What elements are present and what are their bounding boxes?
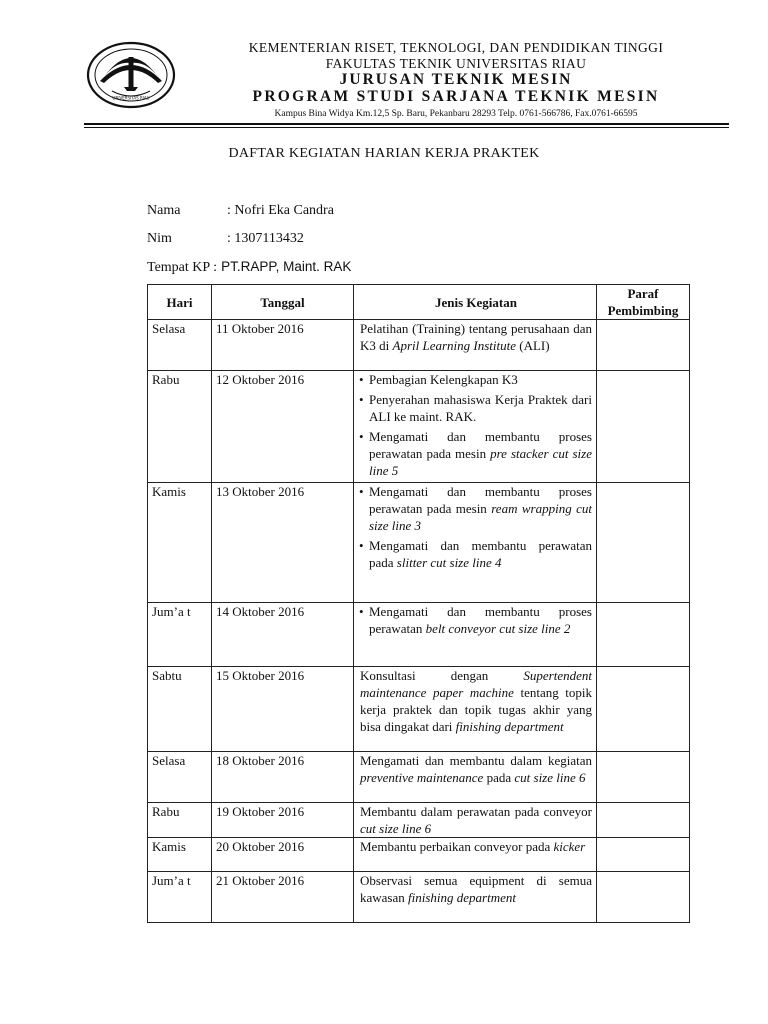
nama-label: Nama xyxy=(147,203,181,218)
cell-tanggal: 18 Oktober 2016 xyxy=(212,752,354,803)
list-item xyxy=(360,428,592,479)
table-row xyxy=(148,838,690,872)
header-paraf: Paraf Pembimbing xyxy=(597,285,690,320)
cell-hari: Selasa xyxy=(148,320,212,371)
jenis-italic: kicker xyxy=(553,839,586,854)
jenis-text: Pelatihan (Training) tentang perusahaan dan K3 di xyxy=(360,321,592,353)
cell-tanggal: 19 Oktober 2016 xyxy=(212,803,354,838)
jenis-text: Membantu dalam perawatan pada conveyor xyxy=(360,804,592,819)
jenis-text: (ALI) xyxy=(516,338,550,353)
cell-jenis xyxy=(354,371,597,483)
item-text: Mengamati dan membantu proses perawatan xyxy=(369,604,592,636)
item-italic: pre stacker cut size line 5 xyxy=(369,446,592,478)
ministry-name: KEMENTERIAN RISET, TEKNOLOGI, DAN PENDIDIKAN TINGGI xyxy=(248,40,664,55)
table-header-row xyxy=(148,285,690,320)
faculty-name: FAKULTAS TEKNIK UNIVERSITAS RIAU xyxy=(325,56,587,71)
cell-paraf xyxy=(597,872,690,923)
header-rule-thick xyxy=(84,123,729,125)
cell-tanggal: 20 Oktober 2016 xyxy=(212,838,354,872)
cell-jenis xyxy=(354,603,597,667)
activity-table xyxy=(147,284,690,923)
cell-hari: Selasa xyxy=(148,752,212,803)
letterhead xyxy=(180,40,732,121)
info-nama xyxy=(147,202,334,220)
jenis-italic: preventive maintenance xyxy=(360,770,484,785)
jenis-italic: cut size line 6 xyxy=(514,770,586,785)
cell-tanggal: 21 Oktober 2016 xyxy=(212,872,354,923)
jenis-italic: April Learning Institute xyxy=(392,338,516,353)
header-tanggal: Tanggal xyxy=(212,285,354,320)
list-item xyxy=(360,371,592,388)
jenis-italic: Supertendent maintenance paper machine xyxy=(360,668,592,700)
cell-paraf xyxy=(597,483,690,603)
activity-list xyxy=(360,603,592,637)
table-row xyxy=(148,667,690,752)
cell-jenis xyxy=(354,872,597,923)
table-row xyxy=(148,803,690,838)
list-item xyxy=(360,537,592,571)
info-nim xyxy=(147,230,304,248)
jenis-text: Mengamati dan membantu dalam kegiatan xyxy=(360,753,592,768)
jenis-italic: finishing department xyxy=(455,719,564,734)
cell-jenis xyxy=(354,803,597,838)
university-logo xyxy=(86,41,176,109)
nama-value: : Nofri Eka Candra xyxy=(227,203,334,218)
item-italic: belt conveyor cut size line 2 xyxy=(425,621,571,636)
table-row xyxy=(148,320,690,371)
cell-paraf xyxy=(597,371,690,483)
cell-tanggal: 15 Oktober 2016 xyxy=(212,667,354,752)
address: Kampus Bina Widya Km.12,5 Sp. Baru, Pekanbaru 28293 Telp. 0761-566786, Fax.0761-66595 xyxy=(274,109,638,119)
jenis-text: Observasi semua equipment di semua kawasan xyxy=(360,873,592,905)
cell-paraf xyxy=(597,320,690,371)
cell-jenis xyxy=(354,752,597,803)
cell-hari: Rabu xyxy=(148,803,212,838)
logo-text: UNIVERSITAS RIAU xyxy=(112,95,150,101)
tempat-label: Tempat KP : xyxy=(147,260,218,275)
table-row xyxy=(148,752,690,803)
list-item xyxy=(360,603,592,637)
cell-tanggal: 12 Oktober 2016 xyxy=(212,371,354,483)
cell-tanggal: 11 Oktober 2016 xyxy=(212,320,354,371)
table-row xyxy=(148,603,690,667)
nim-value: : 1307113432 xyxy=(227,231,304,246)
cell-hari: Sabtu xyxy=(148,667,212,752)
cell-hari: Kamis xyxy=(148,838,212,872)
item-italic: ream wrapping cut size line 3 xyxy=(369,501,592,533)
item-text: Mengamati dan membantu proses perawatan pada mesin xyxy=(369,429,592,461)
header-jenis: Jenis Kegiatan xyxy=(354,285,597,320)
item-text: Mengamati dan membantu proses perawatan pada mesin xyxy=(369,484,592,516)
cell-hari: Kamis xyxy=(148,483,212,603)
jenis-text: Membantu perbaikan conveyor pada xyxy=(360,839,554,854)
cell-paraf xyxy=(597,838,690,872)
cell-paraf xyxy=(597,667,690,752)
cell-jenis xyxy=(354,320,597,371)
jenis-italic: finishing department xyxy=(408,890,516,905)
info-tempat xyxy=(147,258,351,277)
cell-tanggal: 13 Oktober 2016 xyxy=(212,483,354,603)
activity-list xyxy=(360,371,592,479)
item-text: Mengamati dan membantu perawatan pada xyxy=(369,538,592,570)
cell-jenis xyxy=(354,838,597,872)
nim-label: Nim xyxy=(147,231,172,246)
table-row xyxy=(148,371,690,483)
cell-paraf xyxy=(597,752,690,803)
cell-paraf xyxy=(597,603,690,667)
cell-jenis xyxy=(354,483,597,603)
cell-paraf xyxy=(597,803,690,838)
table-row xyxy=(148,483,690,603)
tempat-value: PT.RAPP, Maint. RAK xyxy=(221,259,352,274)
document-title: DAFTAR KEGIATAN HARIAN KERJA PRAKTEK xyxy=(228,146,540,161)
program-name: PROGRAM STUDI SARJANA TEKNIK MESIN xyxy=(252,88,660,105)
activity-list xyxy=(360,483,592,571)
jenis-italic: cut size line 6 xyxy=(360,821,432,836)
item-text: Penyerahan mahasiswa Kerja Praktek dari ALI ke maint. RAK. xyxy=(369,392,592,424)
jenis-text: Konsultasi dengan xyxy=(360,668,524,683)
header-hari: Hari xyxy=(148,285,212,320)
list-item xyxy=(360,391,592,425)
department-name: JURUSAN TEKNIK MESIN xyxy=(339,71,573,88)
list-item xyxy=(360,483,592,534)
table-row xyxy=(148,872,690,923)
jenis-text: pada xyxy=(483,770,515,785)
cell-hari: Jum’a t xyxy=(148,603,212,667)
item-italic: slitter cut size line 4 xyxy=(396,555,502,570)
jenis-text: tentang topik kerja praktek dan topik tugas akhir yang bisa dingakat dari xyxy=(360,685,592,734)
cell-hari: Jum’a t xyxy=(148,872,212,923)
cell-jenis xyxy=(354,667,597,752)
header-rule-thin xyxy=(84,127,729,128)
cell-tanggal: 14 Oktober 2016 xyxy=(212,603,354,667)
item-text: Pembagian Kelengkapan K3 xyxy=(369,372,518,387)
cell-hari: Rabu xyxy=(148,371,212,483)
